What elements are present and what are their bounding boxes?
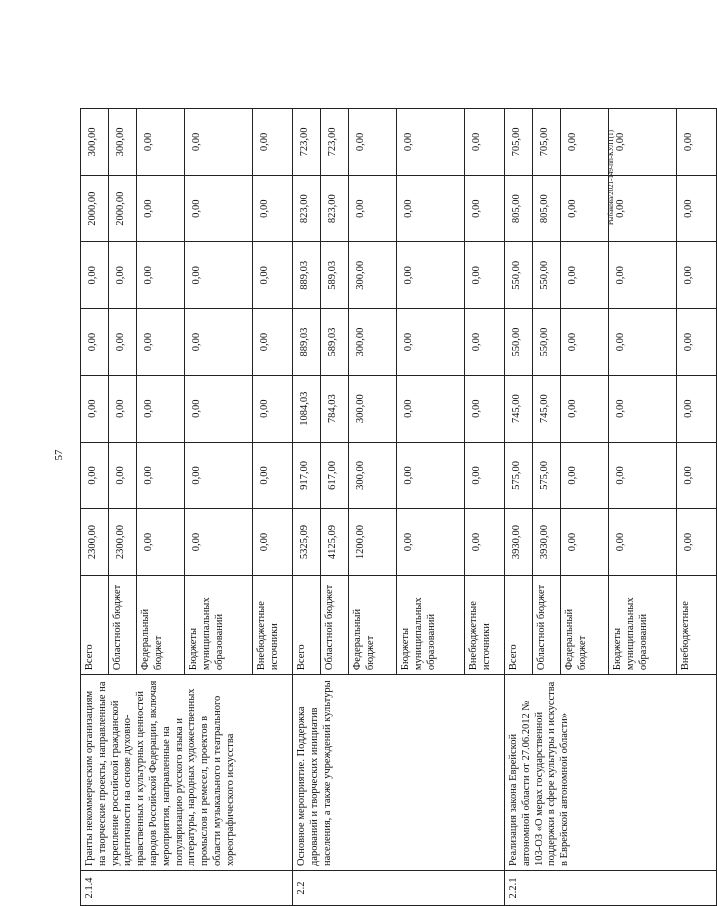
- amount-cell: 0,00: [677, 442, 717, 509]
- amount-cell: 0,00: [253, 175, 293, 242]
- amount-cell: 4125,09: [321, 509, 349, 576]
- amount-cell: 0,00: [561, 242, 609, 309]
- funding-source: Областной бюджет: [321, 575, 349, 674]
- amount-cell: 0,00: [81, 242, 109, 309]
- amount-cell: 0,00: [397, 509, 465, 576]
- amount-cell: 0,00: [253, 509, 293, 576]
- amount-cell: 0,00: [253, 309, 293, 376]
- amount-cell: 0,00: [185, 242, 253, 309]
- amount-cell: 550,00: [533, 309, 561, 376]
- amount-cell: 0,00: [81, 375, 109, 442]
- amount-cell: 0,00: [465, 242, 505, 309]
- item-number: 2.2: [293, 871, 505, 906]
- amount-cell: 0,00: [465, 309, 505, 376]
- amount-cell: 0,00: [109, 375, 137, 442]
- item-name: Гранты некоммерческим организациям на творческие проекты, направленные на укрепление российской гражданской идентичности на основе духовно-нравственных и культурных ценностей народов Российской Федерации, включая мероприятия, направленные на популяризацию русского языка и литературы, народных художественных промыслов и ремесел, проектов в области музыкального и театрального хореографического искусства: [81, 675, 293, 871]
- amount-cell: 300,00: [81, 109, 109, 176]
- amount-cell: 0,00: [609, 375, 677, 442]
- amount-cell: 589,03: [321, 242, 349, 309]
- amount-cell: 0,00: [137, 242, 185, 309]
- amount-cell: 0,00: [609, 509, 677, 576]
- amount-cell: 300,00: [349, 309, 397, 376]
- amount-cell: 0,00: [561, 442, 609, 509]
- amount-cell: 0,00: [465, 109, 505, 176]
- amount-cell: 0,00: [561, 175, 609, 242]
- amount-cell: 2000,00: [109, 175, 137, 242]
- amount-cell: 0,00: [397, 442, 465, 509]
- item-name: Основное мероприятие. Поддержка дарований и творческих инициатив населения, а также учреждений культуры: [293, 675, 505, 871]
- funding-source: Всего: [81, 575, 109, 674]
- page-number: 57: [53, 449, 65, 461]
- funding-source: Всего: [293, 575, 321, 674]
- amount-cell: 745,00: [505, 375, 533, 442]
- amount-cell: 300,00: [349, 242, 397, 309]
- amount-cell: 723,00: [321, 109, 349, 176]
- amount-cell: 0,00: [253, 375, 293, 442]
- amount-cell: 3930,00: [505, 509, 533, 576]
- amount-cell: 0,00: [677, 375, 717, 442]
- amount-cell: 0,00: [465, 375, 505, 442]
- amount-cell: 823,00: [321, 175, 349, 242]
- amount-cell: 0,00: [397, 242, 465, 309]
- funding-source: Внебюджетные: [677, 575, 717, 674]
- amount-cell: 550,00: [533, 242, 561, 309]
- amount-cell: 0,00: [397, 375, 465, 442]
- amount-cell: 0,00: [561, 109, 609, 176]
- amount-cell: 0,00: [137, 442, 185, 509]
- amount-cell: 0,00: [465, 509, 505, 576]
- funding-source: Бюджеты муниципальных образований: [397, 575, 465, 674]
- amount-cell: 550,00: [505, 309, 533, 376]
- table-row: [81, 109, 109, 906]
- item-number: 2.2.1: [505, 871, 717, 906]
- amount-cell: 589,03: [321, 309, 349, 376]
- amount-cell: 889,03: [293, 309, 321, 376]
- amount-cell: 0,00: [677, 309, 717, 376]
- amount-cell: 0,00: [609, 175, 677, 242]
- amount-cell: 889,03: [293, 242, 321, 309]
- amount-cell: 745,00: [533, 375, 561, 442]
- amount-cell: 300,00: [109, 109, 137, 176]
- amount-cell: 300,00: [349, 442, 397, 509]
- budget-table-body: [81, 109, 717, 906]
- amount-cell: 0,00: [465, 175, 505, 242]
- amount-cell: 723,00: [293, 109, 321, 176]
- amount-cell: 3930,00: [533, 509, 561, 576]
- amount-cell: 805,00: [533, 175, 561, 242]
- amount-cell: 784,03: [321, 375, 349, 442]
- funding-source: Областной бюджет: [533, 575, 561, 674]
- funding-source: Областной бюджет: [109, 575, 137, 674]
- amount-cell: 0,00: [397, 309, 465, 376]
- amount-cell: 575,00: [533, 442, 561, 509]
- funding-source: Внебюджетные источники: [253, 575, 293, 674]
- amount-cell: 2300,00: [81, 509, 109, 576]
- amount-cell: 0,00: [609, 442, 677, 509]
- amount-cell: 0,00: [109, 309, 137, 376]
- funding-source: Федеральный бюджет: [349, 575, 397, 674]
- amount-cell: 0,00: [185, 442, 253, 509]
- amount-cell: 0,00: [561, 309, 609, 376]
- amount-cell: 0,00: [253, 242, 293, 309]
- amount-cell: 0,00: [109, 442, 137, 509]
- amount-cell: 0,00: [137, 309, 185, 376]
- amount-cell: 0,00: [81, 442, 109, 509]
- amount-cell: 0,00: [349, 175, 397, 242]
- budget-table: [80, 108, 717, 906]
- amount-cell: 0,00: [609, 242, 677, 309]
- amount-cell: 0,00: [609, 309, 677, 376]
- amount-cell: 0,00: [81, 309, 109, 376]
- amount-cell: 0,00: [349, 109, 397, 176]
- amount-cell: 917,00: [293, 442, 321, 509]
- funding-source: Федеральный бюджет: [561, 575, 609, 674]
- amount-cell: 0,00: [185, 375, 253, 442]
- funding-source: Федеральный бюджет: [137, 575, 185, 674]
- amount-cell: 0,00: [137, 509, 185, 576]
- amount-cell: 0,00: [677, 109, 717, 176]
- funding-source: Внебюджетные источники: [465, 575, 505, 674]
- amount-cell: 2000,00: [81, 175, 109, 242]
- amount-cell: 0,00: [185, 509, 253, 576]
- table-row: [293, 109, 321, 906]
- amount-cell: 0,00: [137, 175, 185, 242]
- amount-cell: 0,00: [185, 175, 253, 242]
- table-row: [505, 109, 533, 906]
- amount-cell: 300,00: [349, 375, 397, 442]
- amount-cell: 0,00: [185, 109, 253, 176]
- amount-cell: 0,00: [253, 442, 293, 509]
- amount-cell: 617,00: [321, 442, 349, 509]
- funding-source: Всего: [505, 575, 533, 674]
- funding-source: Бюджеты муниципальных образований: [609, 575, 677, 674]
- funding-source: Бюджеты муниципальных образований: [185, 575, 253, 674]
- amount-cell: 0,00: [561, 375, 609, 442]
- amount-cell: 2300,00: [109, 509, 137, 576]
- amount-cell: 0,00: [677, 509, 717, 576]
- amount-cell: 0,00: [109, 242, 137, 309]
- amount-cell: 550,00: [505, 242, 533, 309]
- amount-cell: 705,00: [505, 109, 533, 176]
- amount-cell: 0,00: [137, 375, 185, 442]
- amount-cell: 1084,03: [293, 375, 321, 442]
- amount-cell: 5325,09: [293, 509, 321, 576]
- amount-cell: 0,00: [465, 442, 505, 509]
- amount-cell: 0,00: [609, 109, 677, 176]
- amount-cell: 805,00: [505, 175, 533, 242]
- amount-cell: 705,00: [533, 109, 561, 176]
- amount-cell: 0,00: [185, 309, 253, 376]
- amount-cell: 823,00: [293, 175, 321, 242]
- item-number: 2.1.4: [81, 871, 293, 906]
- amount-cell: 575,00: [505, 442, 533, 509]
- amount-cell: 0,00: [397, 109, 465, 176]
- amount-cell: 0,00: [561, 509, 609, 576]
- amount-cell: 0,00: [253, 109, 293, 176]
- amount-cell: 0,00: [677, 242, 717, 309]
- amount-cell: 1200,00: [349, 509, 397, 576]
- amount-cell: 0,00: [397, 175, 465, 242]
- document-footer: Рыбакова/2021-149-пп-КУЛТ(1): [607, 130, 615, 225]
- item-name: Реализация закона Еврейской автономной области от 27.06.2012 № 103-ОЗ «О мерах государственной поддержки в сфере культуры и искусства в Еврейской автономной области»: [505, 675, 717, 871]
- amount-cell: 0,00: [677, 175, 717, 242]
- amount-cell: 0,00: [137, 109, 185, 176]
